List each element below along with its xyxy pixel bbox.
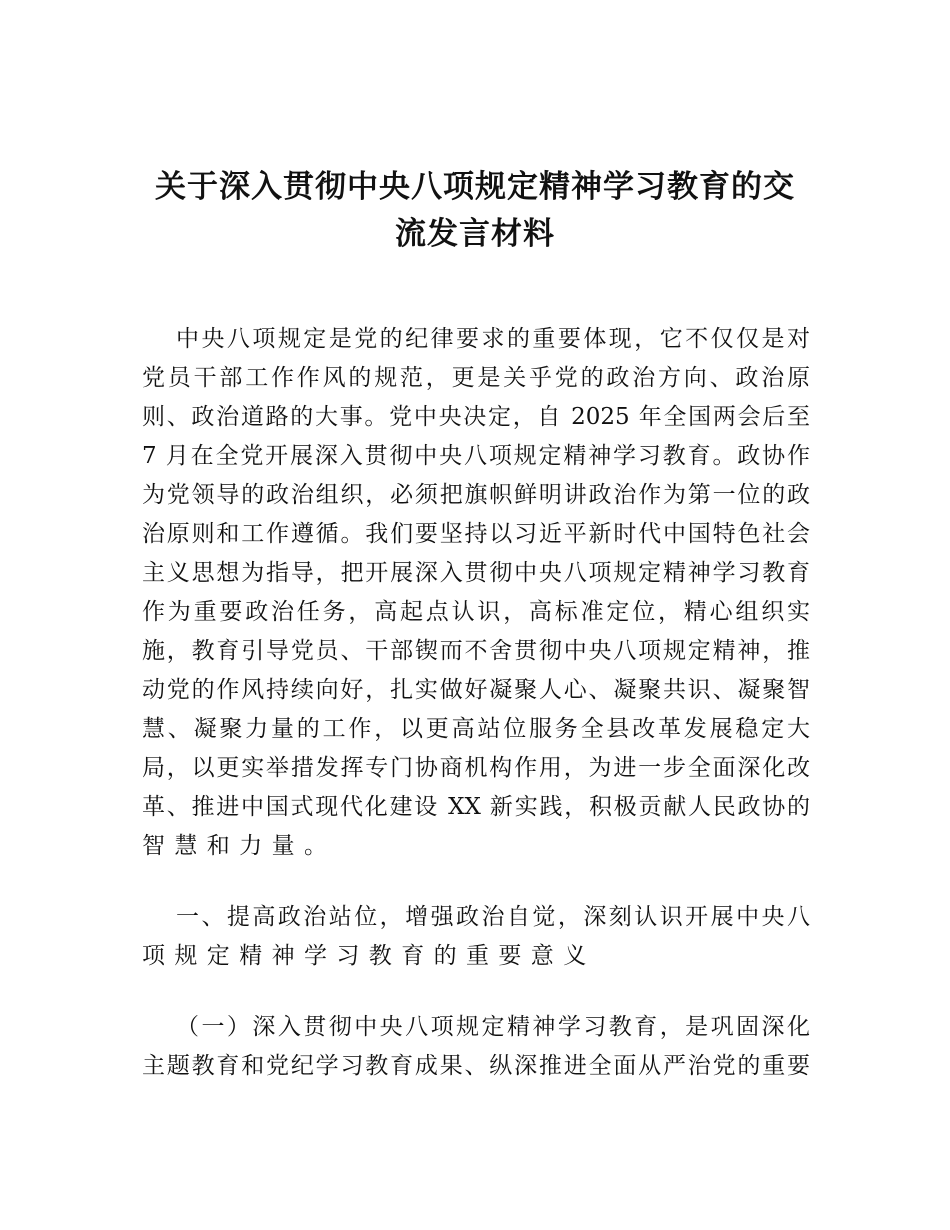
title-line: 关于深入贯彻中央八项规定精神学习教育的交 [155,169,795,205]
text-line: （一）深入贯彻中央八项规定精神学习教育，是巩固深化 [176,1014,810,1040]
text-line: 施，教育引导党员、干部锲而不舍贯彻中央八项规定精神，推 [142,638,810,664]
text-line: 主题教育和党纪学习教育成果、纵深推进全面从严治党的重要 [142,1053,810,1079]
text-line: 局，以更实举措发挥专门协商机构作用，为进一步全面深化改 [142,755,810,781]
text-line: 则、政治道路的大事。党中央决定，自 2025 年全国两会后至 [142,404,810,430]
text-line: 一、提高政治站位，增强政治自觉，深刻认识开展中央八 [176,904,810,930]
document-body [142,320,810,1118]
text-line: 动党的作风持续向好，扎实做好凝聚人心、凝聚共识、凝聚智 [142,677,810,703]
text-line: 作为重要政治任务，高起点认识，高标准定位，精心组织实 [142,599,810,625]
text-line: 为党领导的政治组织，必须把旗帜鲜明讲政治作为第一位的政 [142,482,810,508]
text-line: 革、推进中国式现代化建设 XX 新实践，积极贡献人民政协的 [142,794,810,820]
title-line: 流发言材料 [395,216,555,252]
paragraph [142,898,810,976]
paragraph [142,320,810,866]
text-line: 治原则和工作遵循。我们要坚持以习近平新时代中国特色社会 [142,521,810,547]
text-line: 党员干部工作作风的规范，更是关乎党的政治方向、政治原 [142,365,810,391]
text-line: 7 月在全党开展深入贯彻中央八项规定精神学习教育。政协作 [142,443,810,469]
document-title [0,164,950,258]
text-line: 主义思想为指导，把开展深入贯彻中央八项规定精神学习教育 [142,560,810,586]
text-line: 智慧和力量。 [142,833,337,859]
text-line: 中央八项规定是党的纪律要求的重要体现，它不仅仅是对 [176,326,810,352]
text-line: 慧、凝聚力量的工作，以更高站位服务全县改革发展稳定大 [142,716,810,742]
text-line: 项规定精神学习教育的重要意义 [142,943,596,969]
paragraph [142,1008,810,1086]
